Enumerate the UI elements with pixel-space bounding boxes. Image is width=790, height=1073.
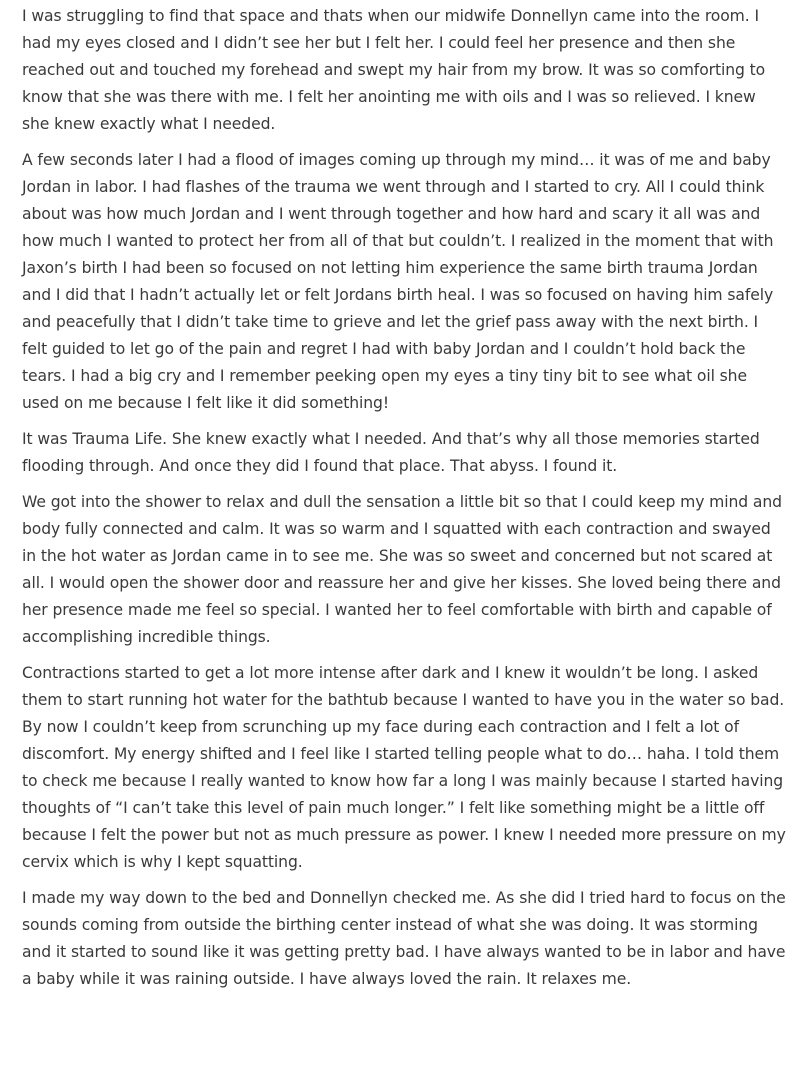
paragraph-flood-of-images: A few seconds later I had a flood of images coming up through my mind… it was of me and baby Jordan in labor. I had flashes of the trauma we went through and I started to cry. All I could think about was how much Jordan and I went through together and how hard and scary it all was and how much I wanted to protect her from all of that but couldn’t. I realized in the moment that with Jaxon’s birth I had been so focused on not letting him experience the same birth trauma Jordan and I did that I hadn’t actually let or felt Jordans birth heal. I was so focused on having him safely and peacefully that I didn’t take time to grieve and let the grief pass away with the next birth. I felt guided to let go of the pain and regret I had with baby Jordan and I couldn’t hold back the tears. I had a big cry and I remember peeking open my eyes a tiny tiny bit to see what oil she used on me because I felt like it did something! [22, 151, 774, 412]
paragraph-trauma-life: It was Trauma Life. She knew exactly what I needed. And that’s why all those memories started flooding through. And once they did I found that place. That abyss. I found it. [22, 430, 760, 475]
paragraph-contractions: Contractions started to get a lot more intense after dark and I knew it wouldn’t be long. I asked them to start running hot water for the bathtub because I wanted to have you in the water so bad. By now I couldn’t keep from scrunching up my face during each contraction and I felt a lot of discomfort. My energy shifted and I feel like I started telling people what to do… haha. I told them to check me because I really wanted to know how far a long I was mainly because I started having thoughts of “I can’t take this level of pain much longer.” I felt like something might be a little off because I felt the power but not as much pressure as power. I knew I needed more pressure on my cervix which is why I kept squatting. [22, 664, 786, 871]
article-body [22, 3, 786, 1002]
paragraph-bed-check: I made my way down to the bed and Donnellyn checked me. As she did I tried hard to focus on the sounds coming from outside the birthing center instead of what she was doing. It was storming and it started to sound like it was getting pretty bad. I have always wanted to be in labor and have a baby while it was raining outside. I have always loved the rain. It relaxes me. [22, 889, 786, 988]
paragraph-shower: We got into the shower to relax and dull the sensation a little bit so that I could keep my mind and body fully connected and calm. It was so warm and I squatted with each contraction and swayed in the hot water as Jordan came in to see me. She was so sweet and concerned but not scared at all. I would open the shower door and reassure her and give her kisses. She loved being there and her presence made me feel so special. I wanted her to feel comfortable with birth and capable of accomplishing incredible things. [22, 493, 782, 646]
paragraph-midwife-arrives: I was struggling to find that space and thats when our midwife Donnellyn came into the room. I had my eyes closed and I didn’t see her but I felt her. I could feel her presence and then she reached out and touched my forehead and swept my hair from my brow. It was so comforting to know that she was there with me. I felt her anointing me with oils and I was so relieved. I knew she knew exactly what I needed. [22, 7, 766, 133]
